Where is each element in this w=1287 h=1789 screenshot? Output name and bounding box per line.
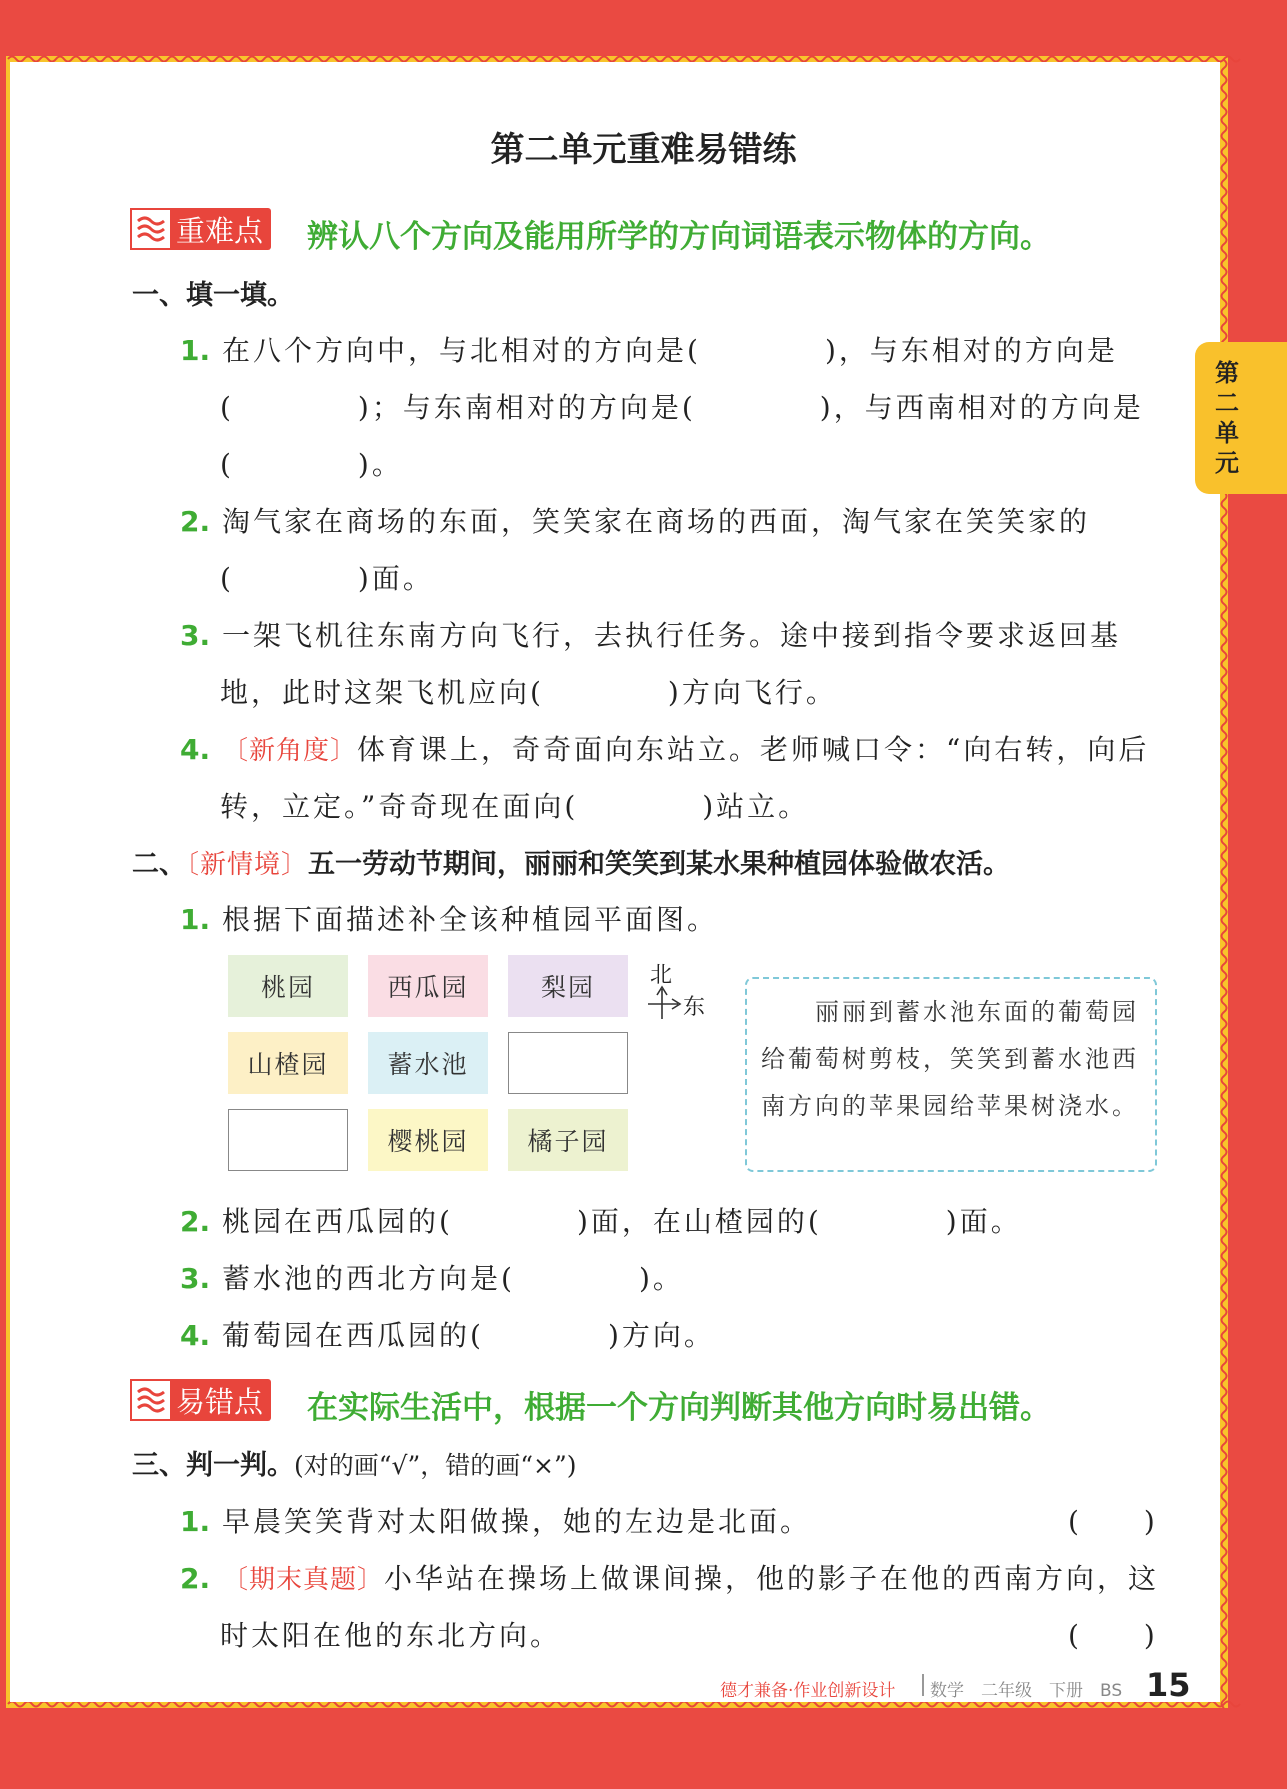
s2-q2-num: 2. bbox=[180, 1205, 211, 1238]
s2-q4-text: 葡萄园在西瓜园的( )方向。 bbox=[222, 1319, 715, 1352]
unit-side-tab: 第二单元 bbox=[1195, 342, 1287, 494]
grid-cell-blank-southwest bbox=[228, 1109, 348, 1171]
q1-line3: ( )。 bbox=[220, 448, 403, 481]
compass-north-label: 北 bbox=[650, 963, 673, 988]
key-point-label: 重难点 bbox=[176, 213, 264, 248]
error-point-badge bbox=[130, 1379, 271, 1421]
description-note: 丽丽到蓄水池东面的葡萄园给葡萄树剪枝，笑笑到蓄水池西南方向的苹果园给苹果树浇水。 bbox=[745, 977, 1157, 1172]
s2-q1-text: 根据下面描述补全该种植园平面图。 bbox=[222, 903, 719, 936]
section2-heading: 五一劳动节期间，丽丽和笑笑到某水果种植园体验做农活。 bbox=[308, 849, 1011, 880]
q1-num: 1. bbox=[180, 334, 211, 367]
s3-q2-answer-bracket[interactable]: ( ) bbox=[1068, 1619, 1158, 1652]
s2-q4-num: 4. bbox=[180, 1319, 211, 1352]
wave-icon bbox=[130, 208, 172, 250]
s3-q2-num: 2. bbox=[180, 1562, 211, 1595]
section1-heading: 一、填一填。 bbox=[132, 280, 294, 311]
q1-line1: 在八个方向中，与北相对的方向是( )，与东相对的方向是 bbox=[222, 334, 1118, 367]
s3-q1-text: 早晨笑笑背对太阳做操，她的左边是北面。 bbox=[222, 1505, 812, 1538]
page-number: 15 bbox=[1146, 1666, 1191, 1704]
key-point-text: 辨认八个方向及能用所学的方向词语表示物体的方向。 bbox=[307, 219, 1051, 255]
grid-cell-cherry: 樱桃园 bbox=[368, 1109, 488, 1171]
s2-q2-text: 桃园在西瓜园的( )面，在山楂园的( )面。 bbox=[222, 1205, 1022, 1238]
wave-icon bbox=[130, 1379, 172, 1421]
q1-line2: ( )；与东南相对的方向是( )，与西南相对的方向是 bbox=[220, 391, 1144, 424]
footer-info: 数学 二年级 下册 BS bbox=[930, 1681, 1123, 1701]
q3-line2: 地，此时这架飞机应向( )方向飞行。 bbox=[220, 676, 837, 709]
grid-cell-reservoir: 蓄水池 bbox=[368, 1032, 488, 1094]
error-point-label: 易错点 bbox=[176, 1384, 264, 1419]
s3-q1-num: 1. bbox=[180, 1505, 211, 1538]
page-title: 第二单元重难易错练 bbox=[490, 130, 797, 170]
compass-east-label: 东 bbox=[683, 995, 706, 1020]
grid-cell-watermelon: 西瓜园 bbox=[368, 955, 488, 1017]
section2-prefix: 二、 bbox=[132, 849, 186, 880]
grid-cell-hawthorn: 山楂园 bbox=[228, 1032, 348, 1094]
q2-line2: ( )面。 bbox=[220, 562, 434, 595]
footer-brand: 德才兼备·作业创新设计 bbox=[720, 1681, 896, 1701]
grid-cell-peach: 桃园 bbox=[228, 955, 348, 1017]
q4-num: 4. bbox=[180, 733, 211, 766]
section3-heading: 三、判一判。 bbox=[132, 1450, 294, 1481]
q4-tag: 〔新角度〕 bbox=[222, 736, 358, 766]
s3-q1-answer-bracket[interactable]: ( ) bbox=[1068, 1505, 1158, 1538]
s3-q2-line2: 时太阳在他的东北方向。 bbox=[220, 1619, 562, 1652]
s2-q3-text: 蓄水池的西北方向是( )。 bbox=[222, 1262, 684, 1295]
q4-line1: 体育课上，奇奇面向东站立。老师喊口令：“向右转，向后 bbox=[357, 733, 1150, 766]
grid-cell-pear: 梨园 bbox=[508, 955, 628, 1017]
s2-q1-num: 1. bbox=[180, 903, 211, 936]
q2-line1: 淘气家在商场的东面，笑笑家在商场的西面，淘气家在笑笑家的 bbox=[222, 505, 1091, 538]
footer-divider bbox=[922, 1674, 924, 1696]
s3-q2-line1: 小华站在操场上做课间操，他的影子在他的西南方向，这 bbox=[384, 1562, 1160, 1595]
section2-tag: 〔新情境〕 bbox=[186, 850, 309, 880]
compass-arrow-icon bbox=[644, 985, 682, 1021]
q3-line1: 一架飞机往东南方向飞行，去执行任务。途中接到指令要求返回基 bbox=[222, 619, 1122, 652]
grid-cell-orange: 橘子园 bbox=[508, 1109, 628, 1171]
grid-cell-blank-east bbox=[508, 1032, 628, 1094]
section3-hint: (对的画“√”，错的画“×”) bbox=[294, 1451, 577, 1480]
key-point-badge bbox=[130, 208, 271, 250]
error-point-text: 在实际生活中，根据一个方向判断其他方向时易出错。 bbox=[307, 1390, 1051, 1426]
s3-q2-tag: 〔期末真题〕 bbox=[222, 1565, 385, 1595]
q4-line2: 转，立定。”奇奇现在面向( )站立。 bbox=[220, 790, 810, 823]
s2-q3-num: 3. bbox=[180, 1262, 211, 1295]
q3-num: 3. bbox=[180, 619, 211, 652]
q2-num: 2. bbox=[180, 505, 211, 538]
